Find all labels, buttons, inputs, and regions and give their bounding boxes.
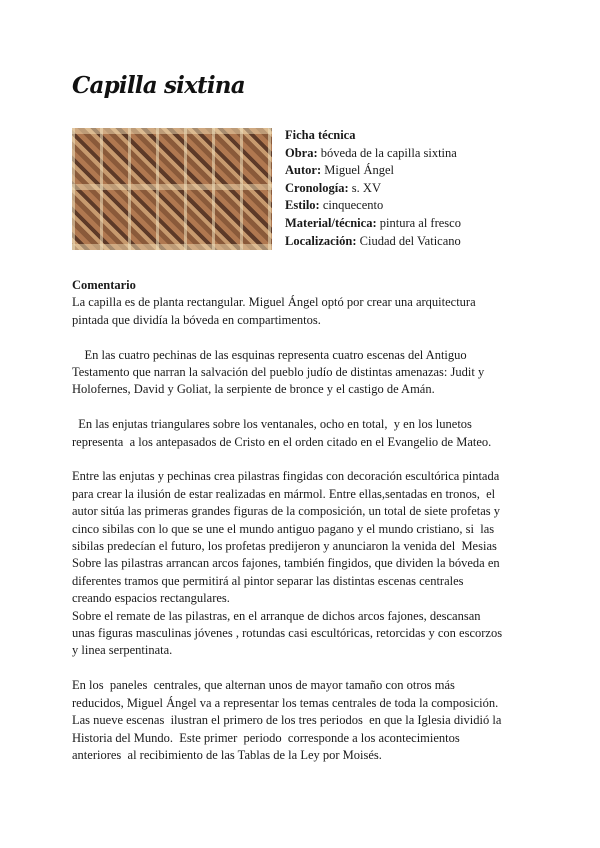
ficha-row — [285, 162, 461, 180]
text-line: Las nueve escenas ilustran el primero de los tres periodos en que la Iglesia dividió la — [72, 713, 502, 728]
comentario-section — [72, 277, 542, 764]
ficha-row — [285, 197, 461, 215]
ficha-label: Localización: — [285, 233, 357, 248]
ficha-value: s. XV — [348, 180, 381, 195]
text-line: representa a los antepasados de Cristo en el orden citado en el Evangelio de Mateo. — [72, 434, 492, 449]
paragraph — [72, 294, 542, 329]
paragraph — [72, 347, 542, 399]
ficha-row — [285, 215, 461, 233]
text-line: Historia del Mundo. Este primer periodo corresponde a los acontecimientos — [72, 730, 460, 745]
ficha-value: bóveda de la capilla sixtina — [317, 145, 457, 160]
ficha-value: pintura al fresco — [376, 215, 461, 230]
text-line: cinco sibilas con lo que se une el mundo antiguo pagano y el mundo cristiano, si las — [72, 521, 495, 536]
text-line: Entre las enjutas y pechinas crea pilastras fingidas con decoración escultórica pintada — [72, 469, 500, 484]
ficha-row — [285, 233, 461, 251]
text-line: reducidos, Miguel Ángel va a representar los temas centrales de toda la composición. — [72, 695, 499, 710]
text-line: unas figuras masculinas jóvenes , rotundas casi escultóricas, retorcidas y con escorzos — [72, 626, 503, 641]
ficha-tecnica — [285, 127, 461, 250]
text-line: Holofernes, David y Goliat, la serpiente de bronce y el castigo de Amán. — [72, 382, 435, 397]
ficha-row — [285, 145, 461, 163]
ficha-label: Estilo: — [285, 198, 320, 213]
text-line: Sobre el remate de las pilastras, en el arranque de dichos arcos fajones, descansan — [72, 608, 481, 623]
text-line: autor sitúa las primeras grandes figuras de la composición, un total de siete profetas y — [72, 504, 500, 519]
ficha-value: Ciudad del Vaticano — [356, 233, 461, 248]
text-line: Testamento que narran la salvación del pueblo judío de distintas amenazas: Judit y — [72, 365, 485, 380]
text-line: En los paneles centrales, que alternan unos de mayor tamaño con otros más — [72, 678, 455, 693]
text-line: La capilla es de planta rectangular. Miguel Ángel optó por crear una arquitectura — [72, 295, 476, 310]
text-line: En las enjutas triangulares sobre los ventanales, ocho en total, y en los lunetos — [72, 417, 472, 432]
paragraph — [72, 416, 542, 451]
ficha-value: Miguel Ángel — [321, 163, 395, 178]
text-line: sibilas predecían el futuro, los profetas predijeron y anunciaron la venida del Mesias — [72, 539, 497, 554]
ficha-value: cinquecento — [319, 198, 384, 213]
comentario-heading: Comentario — [72, 278, 136, 292]
text-line: para crear la ilusión de estar realizadas en mármol. Entre ellas,sentadas en tronos, el — [72, 486, 496, 501]
sistine-ceiling-image — [72, 128, 272, 250]
text-line: En las cuatro pechinas de las esquinas representa cuatro escenas del Antiguo — [72, 347, 467, 362]
ficha-label: Cronología: — [285, 180, 349, 195]
ficha-label: Autor: — [285, 163, 322, 178]
text-line: y linea serpentinata. — [72, 643, 173, 658]
text-line: creando espacios rectangulares. — [72, 591, 230, 606]
text-line: diferentes tramos que permitirá al pintor separar las distintas escenas centrales — [72, 573, 464, 588]
document-title: Capilla sixtina — [72, 72, 245, 99]
ficha-row — [285, 180, 461, 198]
text-line: Sobre las pilastras arrancan arcos fajones, también fingidos, que dividen la bóveda en — [72, 556, 500, 571]
ficha-label: Material/técnica: — [285, 215, 377, 230]
text-line: anteriores al recibimiento de las Tablas de la Ley por Moisés. — [72, 747, 382, 762]
ficha-heading: Ficha técnica — [285, 128, 356, 142]
text-line: pintada que dividía la bóveda en compartimentos. — [72, 312, 321, 327]
paragraph — [72, 468, 542, 659]
paragraph — [72, 677, 542, 764]
ficha-label: Obra: — [285, 145, 318, 160]
